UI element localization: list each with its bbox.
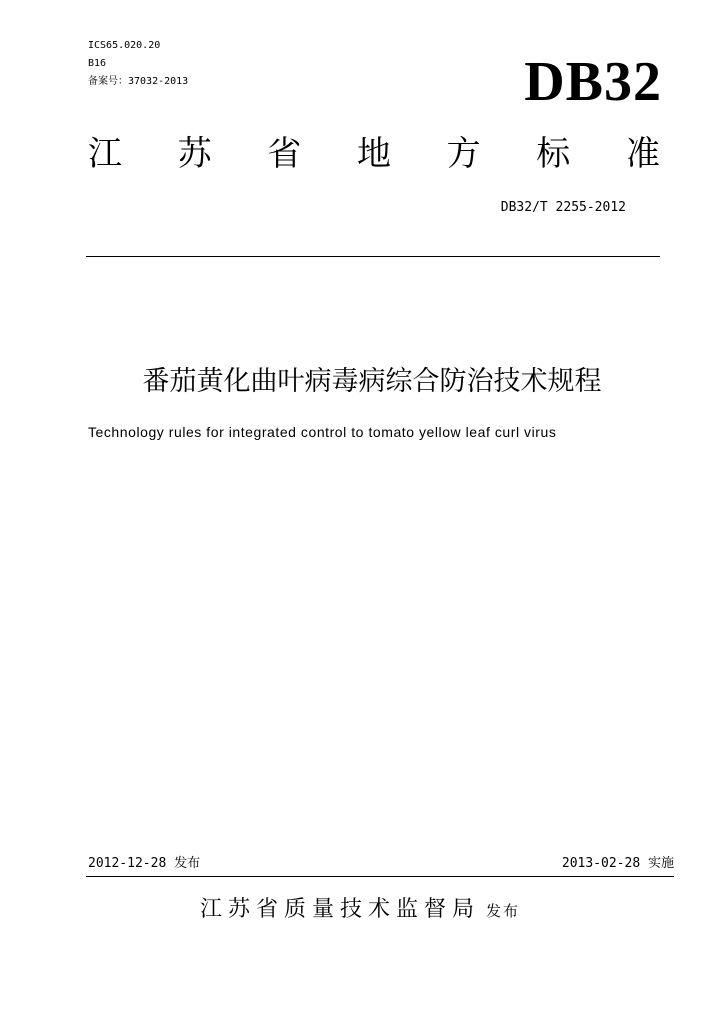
issuer-heading-char: 准 bbox=[625, 134, 660, 174]
issuer-heading-char: 省 bbox=[267, 134, 302, 174]
standard-number: DB32/T 2255-2012 bbox=[500, 200, 626, 215]
ics-classification: ICS65.020.20 bbox=[88, 40, 161, 51]
issuing-authority-suffix: 发布 bbox=[486, 902, 521, 920]
top-divider bbox=[86, 256, 660, 257]
standard-code-logo: DB32 bbox=[524, 51, 662, 113]
issuer-heading-char: 苏 bbox=[177, 134, 212, 174]
ccs-classification: B16 bbox=[88, 58, 107, 69]
filing-number: 备案号：37032-2013 bbox=[88, 76, 189, 87]
issuer-heading-char: 地 bbox=[356, 134, 391, 174]
document-title-english: Technology rules for integrated control to tomato yellow leaf curl virus bbox=[88, 424, 557, 440]
issuing-authority bbox=[200, 895, 520, 926]
issue-date: 2012-12-28 发布 bbox=[88, 856, 201, 871]
issuer-heading-char: 方 bbox=[446, 134, 481, 174]
issuer-heading bbox=[88, 134, 660, 174]
bottom-divider bbox=[86, 876, 674, 877]
effective-date: 2013-02-28 实施 bbox=[561, 856, 674, 871]
issuer-heading-char: 标 bbox=[536, 134, 571, 174]
issuer-heading-char: 江 bbox=[88, 134, 122, 174]
issuing-authority-name: 江苏省质量技术监督局 bbox=[200, 897, 481, 922]
document-title-chinese: 番茄黄化曲叶病毒病综合防治技术规程 bbox=[142, 366, 602, 397]
